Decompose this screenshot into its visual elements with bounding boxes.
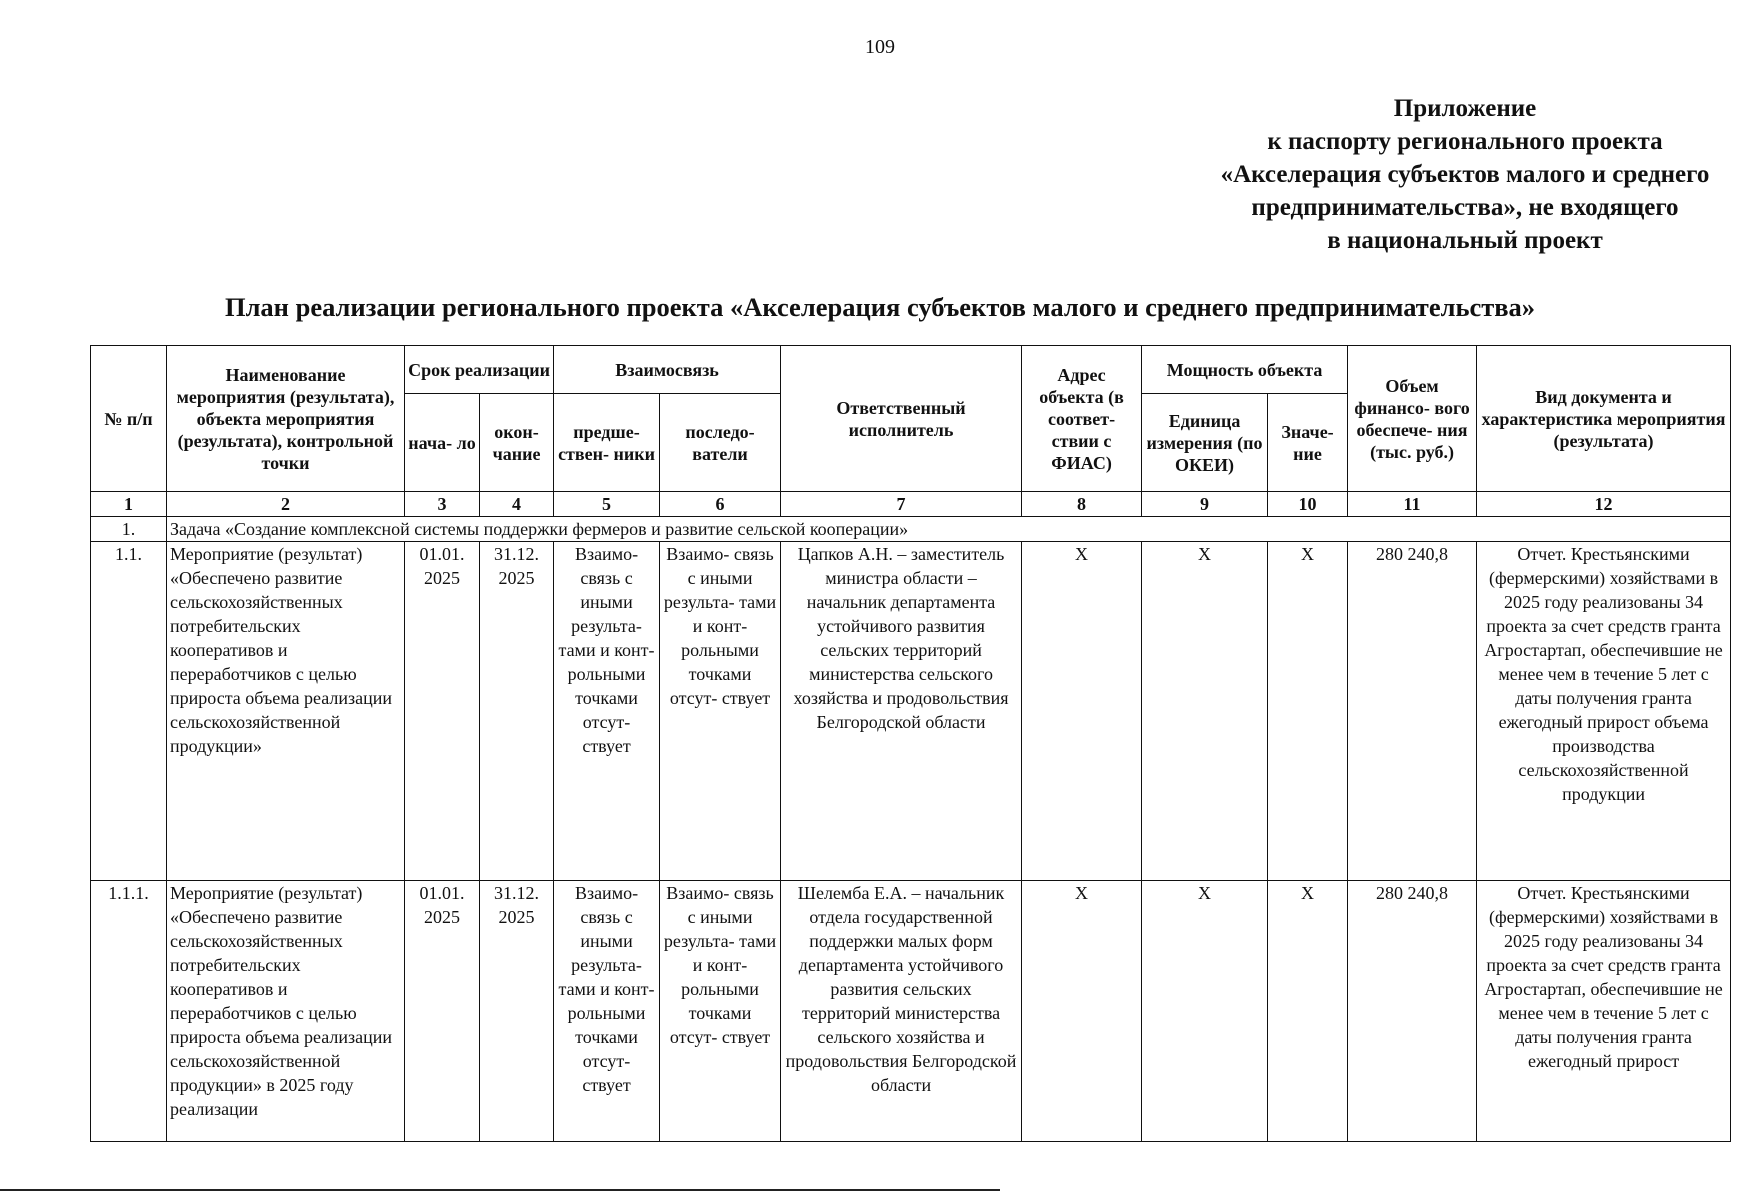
appendix-line: «Акселерация субъектов малого и среднего	[1220, 161, 1710, 188]
column-number: 5	[554, 492, 660, 517]
task-number: 1.	[91, 517, 167, 542]
header-term: Срок реализации	[405, 346, 554, 394]
cell-start: 01.01. 2025	[405, 881, 480, 1142]
cell-document: Отчет. Крестьянскими (фермерскими) хозяйствами в 2025 году реализованы 34 проекта за счет средств гранта Агростартап, обеспечившие не менее чем в течение 5 лет с даты получения гранта ежегодный прирост	[1477, 881, 1731, 1142]
header-responsible: Ответственный исполнитель	[781, 346, 1022, 492]
cell-name: Мероприятие (результат) «Обеспечено развитие сельскохозяйственных потребительских кооперативов и переработчиков с целью прироста объема реализации сельскохозяйственной продукции»	[167, 542, 405, 881]
plan-table	[90, 345, 1731, 1142]
header-link: Взаимосвязь	[554, 346, 781, 394]
column-number: 4	[480, 492, 554, 517]
header-unit: Единица измерения (по ОКЕИ)	[1142, 394, 1268, 492]
cell-document: Отчет. Крестьянскими (фермерскими) хозяйствами в 2025 году реализованы 34 проекта за счет средств гранта Агростартап, обеспечившие не менее чем в течение 5 лет с даты получения гранта ежегодный прирост объема производства сельскохозяйственной продукции	[1477, 542, 1731, 881]
column-number: 3	[405, 492, 480, 517]
cell-responsible: Шелемба Е.А. – начальник отдела государственной поддержки малых форм департамента устойчивого развития сельских территорий министерства сельского хозяйства и продовольствия Белгородской области	[781, 881, 1022, 1142]
cell-unit: X	[1142, 881, 1268, 1142]
column-number: 2	[167, 492, 405, 517]
task-text: Задача «Создание комплексной системы поддержки фермеров и развитие сельской кооперации»	[167, 517, 1731, 542]
cell-predecessors: Взаимо- связь с иными результа- тами и конт- рольными точками отсут- ствует	[554, 542, 660, 881]
column-number: 10	[1268, 492, 1348, 517]
header-end: окон- чание	[480, 394, 554, 492]
cell-successors: Взаимо- связь с иными результа- тами и конт- рольными точками отсут- ствует	[660, 542, 781, 881]
header-address: Адрес объекта (в соответ- ствии с ФИАС)	[1022, 346, 1142, 492]
cell-responsible: Цапков А.Н. – заместитель министра области – начальник департамента устойчивого развития сельских территорий министерства сельского хозяйства и продовольствия Белгородской области	[781, 542, 1022, 881]
page-number: 109	[865, 36, 895, 58]
header-finance: Объем финансо- вого обеспече- ния (тыс. руб.)	[1348, 346, 1477, 492]
cell-finance: 280 240,8	[1348, 881, 1477, 1142]
bottom-rule	[0, 1189, 1000, 1191]
column-number: 6	[660, 492, 781, 517]
column-number: 12	[1477, 492, 1731, 517]
header-name: Наименование мероприятия (результата), объекта мероприятия (результата), контрольной точки	[167, 346, 405, 492]
appendix-heading	[1080, 92, 1760, 257]
task-row	[91, 517, 1731, 542]
column-number: 11	[1348, 492, 1477, 517]
header-capacity: Мощность объекта	[1142, 346, 1348, 394]
cell-start: 01.01. 2025	[405, 542, 480, 881]
cell-address: X	[1022, 542, 1142, 881]
table-row	[91, 881, 1731, 1142]
cell-successors: Взаимо- связь с иными результа- тами и конт- рольными точками отсут- ствует	[660, 881, 781, 1142]
header-predecessors: предше- ствен- ники	[554, 394, 660, 492]
cell-number: 1.1.1.	[91, 881, 167, 1142]
cell-address: X	[1022, 881, 1142, 1142]
table-row	[91, 542, 1731, 881]
appendix-line: Приложение	[1393, 95, 1537, 122]
column-number: 8	[1022, 492, 1142, 517]
header-successors: последо- ватели	[660, 394, 781, 492]
cell-number: 1.1.	[91, 542, 167, 881]
cell-value: X	[1268, 881, 1348, 1142]
plan-title: План реализации регионального проекта «Акселерация субъектов малого и среднего предпринимательства»	[224, 292, 1536, 322]
cell-end: 31.12. 2025	[480, 881, 554, 1142]
header-number: № п/п	[91, 346, 167, 492]
appendix-line: в национальный проект	[1327, 227, 1603, 254]
cell-unit: X	[1142, 542, 1268, 881]
header-value: Значе- ние	[1268, 394, 1348, 492]
column-number: 7	[781, 492, 1022, 517]
cell-name: Мероприятие (результат) «Обеспечено развитие сельскохозяйственных потребительских кооперативов и переработчиков с целью прироста объема реализации сельскохозяйственной продукции» в 2025 году реализации	[167, 881, 405, 1142]
cell-end: 31.12. 2025	[480, 542, 554, 881]
header-document: Вид документа и характеристика мероприятия (результата)	[1477, 346, 1731, 492]
appendix-line: к паспорту регионального проекта	[1267, 128, 1663, 155]
column-number: 9	[1142, 492, 1268, 517]
cell-predecessors: Взаимо- связь с иными результа- тами и конт- рольными точками отсут- ствует	[554, 881, 660, 1142]
column-number: 1	[91, 492, 167, 517]
header-start: нача- ло	[405, 394, 480, 492]
cell-value: X	[1268, 542, 1348, 881]
appendix-line: предпринимательства», не входящего	[1251, 194, 1679, 221]
cell-finance: 280 240,8	[1348, 542, 1477, 881]
